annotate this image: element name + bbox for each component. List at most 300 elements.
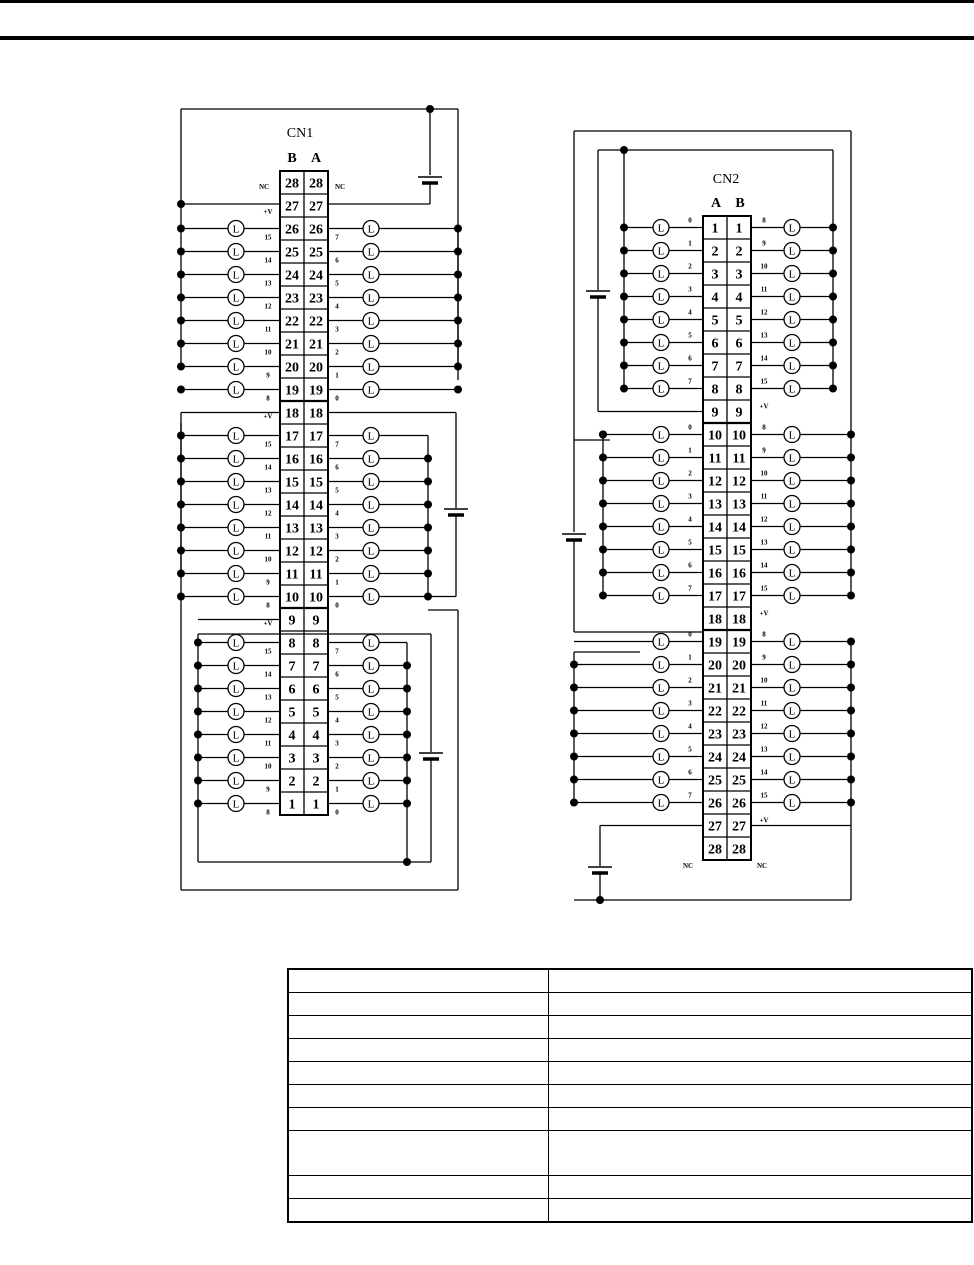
cn1-pin-b-23: 23 [285, 291, 299, 307]
cn2-pin-a-19: 19 [708, 635, 722, 651]
load-letter: L [367, 269, 375, 282]
cn1-bit-right: 7 [335, 440, 339, 449]
spec-row [288, 1062, 972, 1085]
load-letter: L [788, 774, 796, 787]
load-letter: L [232, 223, 240, 236]
cn1-bit-right: 3 [335, 532, 339, 541]
cn1-pin-b-27: 27 [285, 199, 299, 215]
load-letter: L [367, 591, 375, 604]
junction-dot [570, 776, 578, 784]
cn1-plusv-3: +V [263, 619, 273, 628]
junction-dot [599, 477, 607, 485]
load-letter: L [367, 246, 375, 259]
cn2-pin-a-5: 5 [711, 313, 719, 329]
junction-dot [570, 753, 578, 761]
cn1-bit-right: 6 [335, 670, 339, 679]
load-letter: L [367, 729, 375, 742]
cn2-pin-b-20: 20 [732, 658, 746, 674]
load-letter: L [788, 452, 796, 465]
junction-dot [620, 247, 628, 255]
cn1-plusv: +V [263, 208, 273, 216]
load-letter: L [367, 752, 375, 765]
load-letter: L [657, 291, 665, 304]
load-letter: L [367, 292, 375, 305]
cn2-bit-left: 7 [688, 377, 692, 386]
cn2-bit-right: 8 [762, 216, 766, 225]
cn2-bit-left: 3 [688, 285, 692, 294]
cn1-bit-right: 5 [335, 693, 339, 702]
cn2-pin-b-11: 11 [732, 451, 746, 467]
load-letter: L [657, 797, 665, 810]
cn1-bit-left: 10 [264, 348, 272, 357]
load-letter: L [367, 476, 375, 489]
load-letter: L [657, 705, 665, 718]
junction-dot [177, 386, 185, 394]
junction-dot [599, 500, 607, 508]
junction-dot [570, 730, 578, 738]
junction-dot [599, 523, 607, 531]
cn2-pin-a-21: 21 [708, 681, 722, 697]
spec-row [288, 993, 972, 1016]
spec-cell-right [549, 1062, 973, 1085]
cn2-bit-left: 4 [688, 722, 692, 731]
load-letter: L [367, 223, 375, 236]
cn2-bit-left: 7 [688, 584, 692, 593]
load-letter: L [657, 682, 665, 695]
cn2-pin-a-3: 3 [711, 267, 719, 283]
spec-cell-right [549, 1085, 973, 1108]
cn1-bit-right: 7 [335, 647, 339, 656]
load-letter: L [657, 314, 665, 327]
load-letter: L [788, 498, 796, 511]
load-letter: L [232, 430, 240, 443]
junction-dot [570, 684, 578, 692]
cn2-pin-a-2: 2 [711, 244, 719, 260]
load-letter: L [232, 499, 240, 512]
cn2-bit-left: 3 [688, 699, 692, 708]
junction-dot [599, 454, 607, 462]
cn1-pin-b-11: 11 [285, 567, 299, 583]
spec-cell-left [288, 1062, 549, 1085]
load-letter: L [657, 659, 665, 672]
load-letter: L [788, 590, 796, 603]
cn2-bit-left: 1 [688, 653, 692, 662]
spec-row [288, 1176, 972, 1199]
cn1-bit-left: 15 [264, 440, 272, 449]
cn2-pin-b-24: 24 [732, 750, 746, 766]
cn1-pin-a-8: 8 [312, 636, 320, 652]
cn2-bit-right: 12 [760, 515, 768, 524]
cn1-bit-left: 12 [264, 509, 272, 518]
cn1-bit-right: 1 [335, 371, 339, 380]
cn1-bit-right: 5 [335, 486, 339, 495]
cn2-bit-right: 8 [762, 423, 766, 432]
cn2-pin-a-18: 18 [708, 612, 722, 628]
load-letter: L [788, 636, 796, 649]
spec-cell-left [288, 1176, 549, 1199]
cn2-pin-b-28: 28 [732, 842, 746, 858]
cn1-pin-b-26: 26 [285, 222, 299, 238]
cn2-pin-b-15: 15 [732, 543, 746, 559]
cn1-pin-b-24: 24 [285, 268, 299, 284]
cn2-pin-b-8: 8 [735, 382, 743, 398]
spec-cell-left [288, 1199, 549, 1223]
cn1-pin-a-2: 2 [312, 774, 320, 790]
load-letter: L [367, 338, 375, 351]
cn1-pin-b-5: 5 [288, 705, 296, 721]
cn1-title: CN1 [286, 126, 314, 141]
cn2-pin-b-1: 1 [735, 221, 743, 237]
cn1-bit-left: 11 [264, 739, 272, 748]
cn2-bit-right: 9 [762, 446, 766, 455]
cn2-pin-a-15: 15 [708, 543, 722, 559]
cn1-bit-right: 2 [335, 555, 339, 564]
cn1-pin-a-23: 23 [309, 291, 323, 307]
load-letter: L [788, 705, 796, 718]
load-letter: L [657, 636, 665, 649]
cn2-pin-a-8: 8 [711, 382, 719, 398]
cn1-pin-a-3: 3 [312, 751, 320, 767]
cn2-bit-right: 15 [760, 584, 768, 593]
load-letter: L [232, 752, 240, 765]
cn2-pin-a-10: 10 [708, 428, 722, 444]
cn2-pin-a-1: 1 [711, 221, 719, 237]
cn1-bit-right: 7 [335, 233, 339, 242]
cn2-pin-b-7: 7 [735, 359, 743, 375]
spec-row [288, 1199, 972, 1223]
load-letter: L [657, 452, 665, 465]
load-letter: L [232, 522, 240, 535]
spec-cell-left [288, 1016, 549, 1039]
spec-cell-left [288, 1108, 549, 1131]
spec-cell-right [549, 969, 973, 993]
load-letter: L [367, 775, 375, 788]
junction-dot [194, 639, 202, 647]
cn1-pin-a-16: 16 [309, 452, 323, 468]
cn1-pin-b-9: 9 [288, 613, 296, 629]
load-letter: L [657, 774, 665, 787]
load-letter: L [232, 453, 240, 466]
cn1-pin-b-25: 25 [285, 245, 299, 261]
cn2-pin-a-17: 17 [708, 589, 722, 605]
cn2-pin-b-5: 5 [735, 313, 743, 329]
spec-cell-right [549, 1176, 973, 1199]
spec-cell-left [288, 969, 549, 993]
junction-dot [620, 385, 628, 393]
cn1-nc-left: NC [258, 183, 270, 191]
load-letter: L [788, 268, 796, 281]
cn2-pin-a-27: 27 [708, 819, 722, 835]
load-letter: L [657, 245, 665, 258]
load-letter: L [657, 268, 665, 281]
cn1-pin-b-10: 10 [285, 590, 299, 606]
cn2-pin-a-16: 16 [708, 566, 722, 582]
load-letter: L [657, 337, 665, 350]
cn2-pin-b-3: 3 [735, 267, 743, 283]
cn1-pin-b-1: 1 [288, 797, 296, 813]
load-letter: L [788, 337, 796, 350]
cn1-pin-a-28: 28 [309, 176, 323, 192]
cn1-bit-left: 11 [264, 325, 272, 334]
cn2-pin-b-14: 14 [732, 520, 746, 536]
load-letter: L [657, 383, 665, 396]
cn1-bit-left: 13 [264, 693, 272, 702]
cn1-pin-b-21: 21 [285, 337, 299, 353]
cn2-bit-left: 0 [688, 423, 692, 432]
cn2-plusv-1: +V [759, 402, 769, 411]
load-letter: L [657, 222, 665, 235]
junction-dot [194, 708, 202, 716]
load-letter: L [367, 315, 375, 328]
cn2-pin-a-22: 22 [708, 704, 722, 720]
junction-dot [570, 707, 578, 715]
cn2-bit-left: 4 [688, 308, 692, 317]
cn2-bit-left: 2 [688, 469, 692, 478]
cn2-bit-right: 11 [760, 699, 768, 708]
cn1-bit-left: 14 [264, 670, 272, 679]
cn1-pin-a-24: 24 [309, 268, 323, 284]
cn2-pin-b-22: 22 [732, 704, 746, 720]
cn2-bit-left: 6 [688, 561, 692, 570]
spec-row [288, 1085, 972, 1108]
cn1-bit-left: 8 [266, 394, 270, 403]
spec-cell-right [549, 1016, 973, 1039]
cn2-pin-b-13: 13 [732, 497, 746, 513]
load-letter: L [657, 475, 665, 488]
cn2-col-a: A [710, 196, 722, 211]
spec-row [288, 1131, 972, 1176]
cn2-pin-a-23: 23 [708, 727, 722, 743]
cn2-nc-left: NC [682, 862, 694, 870]
cn1-pin-b-8: 8 [288, 636, 296, 652]
load-letter: L [788, 728, 796, 741]
junction-dot [194, 800, 202, 808]
junction-dot [599, 569, 607, 577]
cn1-pin-a-18: 18 [309, 406, 323, 422]
cn2-bit-right: 10 [760, 676, 768, 685]
load-letter: L [657, 498, 665, 511]
cn2-pin-a-7: 7 [711, 359, 719, 375]
spec-cell-left [288, 993, 549, 1016]
cn1-bit-left: 8 [266, 808, 270, 817]
load-letter: L [232, 798, 240, 811]
cn1-bit-right: 0 [335, 394, 339, 403]
cn1-pin-a-25: 25 [309, 245, 323, 261]
cn1-pin-b-16: 16 [285, 452, 299, 468]
load-letter: L [232, 775, 240, 788]
cn2-bit-right: 15 [760, 377, 768, 386]
load-letter: L [232, 315, 240, 328]
cn2-pin-a-25: 25 [708, 773, 722, 789]
cn2-bit-right: 13 [760, 538, 768, 547]
cn1-plusv-2: +V [263, 412, 273, 421]
cn2-pin-a-11: 11 [708, 451, 722, 467]
load-letter: L [232, 246, 240, 259]
load-letter: L [367, 384, 375, 397]
spec-cell-right [549, 1039, 973, 1062]
cn2-pin-a-6: 6 [711, 336, 719, 352]
cn1-pin-b-17: 17 [285, 429, 299, 445]
load-letter: L [788, 360, 796, 373]
load-letter: L [788, 245, 796, 258]
load-letter: L [788, 475, 796, 488]
cn2-pin-b-12: 12 [732, 474, 746, 490]
cn1-pin-b-18: 18 [285, 406, 299, 422]
cn2-pin-a-14: 14 [708, 520, 722, 536]
load-letter: L [657, 544, 665, 557]
load-letter: L [367, 430, 375, 443]
spec-cell-right [549, 1199, 973, 1223]
cn2-bit-left: 1 [688, 446, 692, 455]
junction-dot [620, 339, 628, 347]
cn2-pin-a-24: 24 [708, 750, 722, 766]
cn1-bit-left: 14 [264, 463, 272, 472]
junction-dot [599, 592, 607, 600]
cn2-bit-right: 14 [760, 768, 768, 777]
cn1-bit-left: 13 [264, 486, 272, 495]
cn1-pin-b-22: 22 [285, 314, 299, 330]
cn1-pin-b-3: 3 [288, 751, 296, 767]
cn1-bit-right: 4 [335, 509, 339, 518]
cn1-bit-right: 6 [335, 256, 339, 265]
cn1-bit-right: 1 [335, 785, 339, 794]
cn2-bit-right: 8 [762, 630, 766, 639]
load-letter: L [367, 522, 375, 535]
cn2-bit-left: 0 [688, 216, 692, 225]
load-letter: L [367, 683, 375, 696]
cn1-col-a: A [310, 151, 322, 166]
load-letter: L [788, 521, 796, 534]
cn1-bit-right: 5 [335, 279, 339, 288]
cn2-pin-b-6: 6 [735, 336, 743, 352]
junction-dot [570, 661, 578, 669]
cn1-pin-a-19: 19 [309, 383, 323, 399]
cn1-bit-left: 10 [264, 555, 272, 564]
cn2-bit-right: 14 [760, 561, 768, 570]
cn1-bit-left: 9 [266, 371, 270, 380]
cn1-pin-a-11: 11 [309, 567, 323, 583]
load-letter: L [367, 361, 375, 374]
junction-dot [194, 662, 202, 670]
cn1-bit-right: 4 [335, 716, 339, 725]
cn1-pin-a-17: 17 [309, 429, 323, 445]
cn2-bit-left: 1 [688, 239, 692, 248]
junction-dot [194, 754, 202, 762]
cn2-pin-a-26: 26 [708, 796, 722, 812]
cn2-pin-b-16: 16 [732, 566, 746, 582]
cn2-pin-a-28: 28 [708, 842, 722, 858]
junction-dot [599, 431, 607, 439]
cn1-pin-a-7: 7 [312, 659, 320, 675]
cn2-bit-right: 12 [760, 308, 768, 317]
load-letter: L [657, 360, 665, 373]
cn2-pin-b-23: 23 [732, 727, 746, 743]
load-letter: L [367, 545, 375, 558]
spec-row [288, 969, 972, 993]
cn1-pin-a-22: 22 [309, 314, 323, 330]
cn1-bit-left: 9 [266, 578, 270, 587]
cn2-bit-left: 7 [688, 791, 692, 800]
load-letter: L [788, 751, 796, 764]
cn1-bit-right: 0 [335, 601, 339, 610]
cn1-nc-right: NC [334, 183, 346, 191]
cn2-bit-left: 5 [688, 745, 692, 754]
load-letter: L [788, 314, 796, 327]
cn1-pin-a-21: 21 [309, 337, 323, 353]
cn2-bit-right: 10 [760, 262, 768, 271]
load-letter: L [788, 222, 796, 235]
spec-cell-left [288, 1085, 549, 1108]
junction-dot [454, 386, 462, 394]
load-letter: L [232, 361, 240, 374]
cn1-bit-left: 9 [266, 785, 270, 794]
cn2-pin-a-12: 12 [708, 474, 722, 490]
load-letter: L [367, 637, 375, 650]
load-letter: L [657, 521, 665, 534]
cn1-bit-left: 13 [264, 279, 272, 288]
load-letter: L [232, 637, 240, 650]
cn2-pin-a-9: 9 [711, 405, 719, 421]
cn1-pin-b-12: 12 [285, 544, 299, 560]
cn2-pin-b-26: 26 [732, 796, 746, 812]
cn1-bit-right: 0 [335, 808, 339, 817]
cn2-bit-left: 3 [688, 492, 692, 501]
cn2-bit-right: 11 [760, 492, 768, 501]
spec-row [288, 1039, 972, 1062]
cn1-bit-right: 6 [335, 463, 339, 472]
junction-dot [620, 270, 628, 278]
load-letter: L [232, 545, 240, 558]
cn1-bit-left: 10 [264, 762, 272, 771]
cn2-bit-right: 13 [760, 331, 768, 340]
cn2-pin-b-18: 18 [732, 612, 746, 628]
cn2-bit-left: 5 [688, 331, 692, 340]
spec-row [288, 1108, 972, 1131]
cn2-plusv-3: +V [759, 816, 769, 825]
load-letter: L [657, 590, 665, 603]
cn2-pin-a-4: 4 [711, 290, 719, 306]
cn1-bit-left: 11 [264, 532, 272, 541]
cn1-pin-b-2: 2 [288, 774, 296, 790]
cn2-bit-left: 2 [688, 262, 692, 271]
cn1-bit-right: 3 [335, 325, 339, 334]
load-letter: L [232, 660, 240, 673]
junction-dot [620, 362, 628, 370]
spec-cell-right [549, 1108, 973, 1131]
cn1-pin-a-26: 26 [309, 222, 323, 238]
load-letter: L [232, 591, 240, 604]
cn1-pin-b-13: 13 [285, 521, 299, 537]
load-letter: L [232, 706, 240, 719]
cn2-pin-b-9: 9 [735, 405, 743, 421]
cn2-bit-right: 15 [760, 791, 768, 800]
load-letter: L [657, 751, 665, 764]
spec-row [288, 1016, 972, 1039]
load-letter: L [788, 291, 796, 304]
cn1-pin-a-4: 4 [312, 728, 320, 744]
junction-dot [620, 293, 628, 301]
cn2-plusv-2: +V [759, 609, 769, 618]
cn1-pin-a-15: 15 [309, 475, 323, 491]
cn1-pin-a-1: 1 [312, 797, 320, 813]
cn2-bit-left: 4 [688, 515, 692, 524]
load-letter: L [232, 568, 240, 581]
cn2-bit-left: 6 [688, 354, 692, 363]
cn1-pin-a-10: 10 [309, 590, 323, 606]
cn2-pin-b-2: 2 [735, 244, 743, 260]
cn2-bit-left: 5 [688, 538, 692, 547]
load-letter: L [367, 499, 375, 512]
